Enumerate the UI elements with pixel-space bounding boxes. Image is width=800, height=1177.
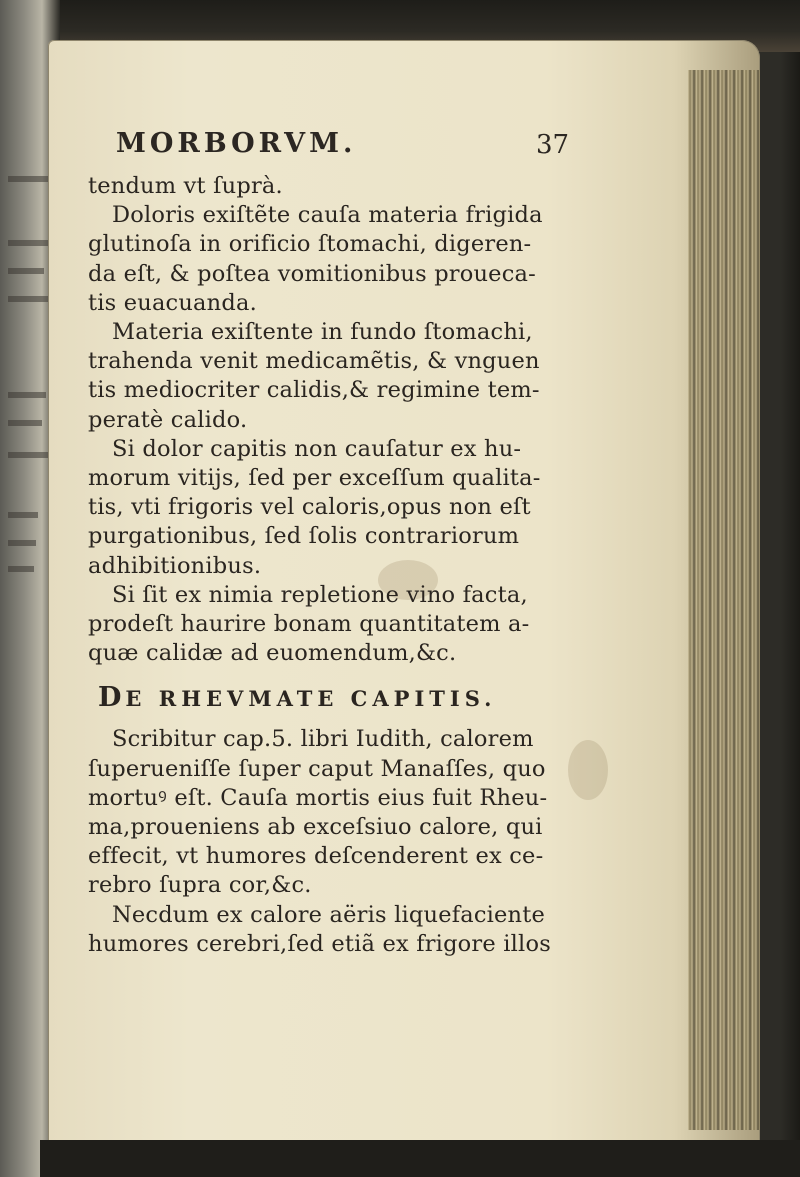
paragraph-group-1 <box>88 172 608 668</box>
page-number: 37 <box>536 130 570 160</box>
text-line: morum vitijs, ſed per exceſſum qualita- <box>88 465 541 492</box>
text-line: tis, vti frigoris vel caloris,opus non eſt <box>88 494 531 521</box>
text-line: adhibitionibus. <box>88 552 262 579</box>
text-line: ma,proueniens ab exceſsiuo calore, qui <box>88 814 543 841</box>
text-line: Materia exiſtente in fundo ſtomachi, <box>112 319 533 346</box>
text-line: ſuperueniſſe ſuper caput Manaſſes, quo <box>88 755 546 782</box>
text-line: Necdum ex calore aëris liquefaciente <box>112 901 546 928</box>
text-line: effecit, vt humores deſcenderent ex ce- <box>88 843 544 870</box>
scan-bottom-shadow <box>40 1140 800 1177</box>
text-line: Scribitur cap.5. libri Iudith, calorem <box>112 726 534 753</box>
heading-initial: D <box>98 682 126 714</box>
page-text-block <box>88 128 608 959</box>
paragraph-group-2 <box>88 725 608 959</box>
text-line: Doloris exiſtẽte cauſa materia frigida <box>112 202 543 229</box>
section-heading <box>98 682 608 713</box>
running-head <box>88 128 608 170</box>
text-line: tendum vt ſuprà. <box>88 173 283 199</box>
text-line: mortuꝰ eſt. Cauſa mortis eius fuit Rheu- <box>88 784 548 811</box>
running-title: MORBORVM. <box>116 128 357 159</box>
page-edge-stack <box>688 70 760 1130</box>
text-line: Si dolor capitis non cauſatur ex hu- <box>112 435 522 462</box>
text-line: purgationibus, ſed ſolis contrariorum <box>88 523 520 550</box>
heading-text: E RHEVMATE CAPITIS. <box>125 686 497 712</box>
text-line: tis mediocriter calidis,& regimine tem- <box>88 377 540 404</box>
text-line: peratè calido. <box>88 406 248 433</box>
text-line: trahenda venit medicamẽtis, & vnguen <box>88 348 540 375</box>
text-line: rebro ſupra cor,&c. <box>88 872 312 899</box>
text-line: glutinoſa in orificio ſtomachi, digeren- <box>88 231 532 258</box>
text-line: quæ calidæ ad euomendum,&c. <box>88 640 457 667</box>
text-line: prodeſt haurire bonam quantitatem a- <box>88 611 530 638</box>
text-line: da eſt, & poſtea vomitionibus proueca- <box>88 260 536 287</box>
text-line: Si ſit ex nimia repletione vino facta, <box>112 581 528 608</box>
text-line: tis euacuanda. <box>88 289 257 316</box>
text-line: humores cerebri,ſed etiã ex frigore illos <box>88 930 551 957</box>
